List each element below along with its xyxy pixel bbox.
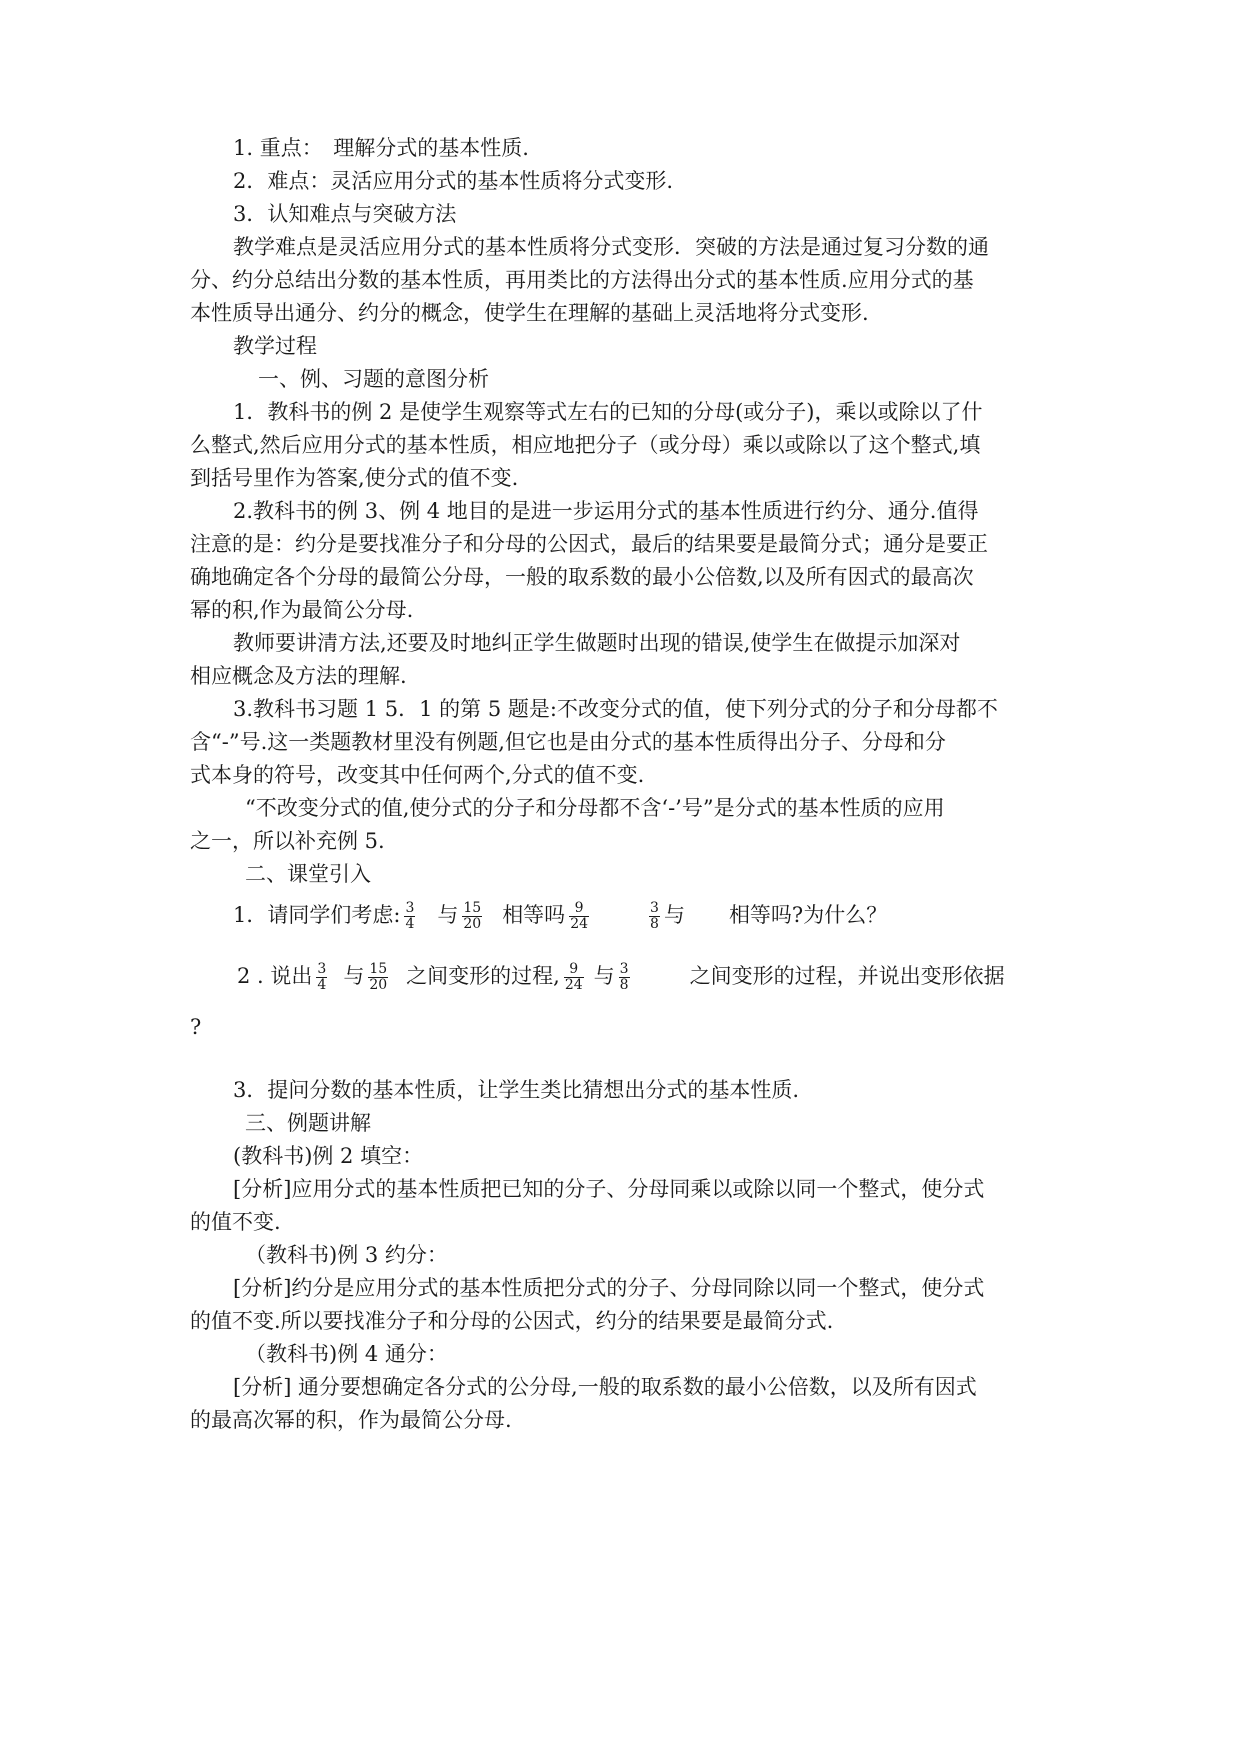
question-2-continuation: ?	[190, 1015, 202, 1039]
section-heading: 二、课堂引入	[245, 862, 371, 886]
q2-mid: 之间变形的过程,	[406, 964, 560, 988]
fraction-15-20	[368, 962, 388, 993]
q1-mid: 相等吗	[502, 903, 566, 927]
numerator: 15	[369, 961, 388, 977]
numerator: 3	[650, 900, 659, 916]
text-line: 教学难点是灵活应用分式的基本性质将分式变形．突破的方法是通过复习分数的通	[233, 235, 989, 259]
q2-yu: 与	[343, 964, 365, 988]
denominator: 24	[564, 977, 583, 993]
text-line: 2.教科书的例 3、例 4 地目的是进一步运用分式的基本性质进行约分、通分.值得	[233, 499, 979, 523]
text-line: 的值不变.	[190, 1210, 281, 1234]
text-line: “不改变分式的值,使分式的分子和分母都不含‘-’号”是分式的基本性质的应用	[245, 796, 945, 820]
text-line: 3.教科书习题 1 5．1 的第 5 题是:不改变分式的值，使下列分式的分子和分母都不	[233, 697, 998, 721]
q2-suffix: 之间变形的过程，并说出变形依据	[689, 964, 1005, 988]
numerator: 9	[569, 961, 579, 977]
denominator: 4	[317, 977, 327, 993]
text-line: 的最高次幂的积，作为最简公分母.	[190, 1408, 512, 1432]
text-line: [分析] 通分要想确定各分式的公分母,一般的取系数的最小公倍数，以及所有因式	[233, 1375, 977, 1399]
fraction-3-8	[649, 901, 660, 932]
text-line: [分析]应用分式的基本性质把已知的分子、分母同乘以或除以同一个整式，使分式	[233, 1177, 985, 1201]
denominator: 24	[570, 916, 589, 932]
text-line: [分析]约分是应用分式的基本性质把分式的分子、分母同除以同一个整式，使分式	[233, 1276, 985, 1300]
q1-prefix: 1．请同学们考虑:	[233, 903, 401, 927]
text-line: 分、约分总结出分数的基本性质，再用类比的方法得出分式的基本性质.应用分式的基	[190, 268, 974, 292]
text-line: 相应概念及方法的理解.	[190, 664, 407, 688]
numerator: 3	[405, 900, 415, 916]
denominator: 4	[405, 916, 415, 932]
text-line: 教学过程	[233, 334, 317, 358]
numerator: 3	[317, 961, 327, 977]
text-line: 到括号里作为答案,使分式的值不变.	[190, 466, 519, 490]
fraction-9-24	[569, 901, 589, 932]
text-line: 注意的是：约分是要找准分子和分母的公因式，最后的结果要是最简分式；通分是要正	[190, 532, 988, 556]
text-line: 之一，所以补充例 5.	[190, 829, 385, 853]
text-line: 幂的积,作为最简公分母.	[190, 598, 414, 622]
q2-yu: 与	[593, 964, 615, 988]
text-line: 1．教科书的例 2 是使学生观察等式左右的已知的分母(或分子)，乘以或除以了什	[233, 400, 983, 424]
text-line: 式本身的符号，改变其中任何两个,分式的值不变.	[190, 763, 645, 787]
numerator: 3	[619, 961, 629, 977]
fraction-3-8	[619, 962, 630, 993]
q1-suffix: 相等吗?为什么？	[728, 903, 888, 927]
text-line: 2．难点：灵活应用分式的基本性质将分式变形.	[233, 169, 674, 193]
denominator: 8	[619, 977, 629, 993]
numerator: 15	[463, 900, 482, 916]
text-line: 本性质导出通分、约分的概念，使学生在理解的基础上灵活地将分式变形.	[190, 301, 869, 325]
q1-yu: 与	[663, 903, 685, 927]
text-line: 教师要讲清方法,还要及时地纠正学生做题时出现的错误,使学生在做提示加深对	[233, 631, 961, 655]
text-line: （教科书)例 4 通分：	[245, 1342, 448, 1366]
section-heading: 三、例题讲解	[245, 1111, 371, 1135]
question-2	[237, 956, 1107, 996]
fraction-9-24	[564, 962, 584, 993]
question-1	[233, 895, 1103, 935]
text-line: （教科书)例 3 约分：	[245, 1243, 448, 1267]
denominator: 20	[463, 916, 482, 932]
text-line: 1. 重点： 理解分式的基本性质.	[233, 136, 529, 160]
fraction-3-4	[316, 962, 327, 993]
text-line: (教科书)例 2 填空：	[233, 1144, 424, 1168]
denominator: 8	[650, 916, 659, 932]
text-line: 3．提问分数的基本性质，让学生类比猜想出分式的基本性质.	[233, 1078, 800, 1102]
text-line: 3．认知难点与突破方法	[233, 202, 457, 226]
q2-prefix: 2 . 说出	[237, 964, 313, 988]
q1-yu: 与	[437, 903, 459, 927]
fraction-15-20	[462, 901, 482, 932]
fraction-3-4	[404, 901, 415, 932]
text-line: 确地确定各个分母的最简公分母，一般的取系数的最小公倍数,以及所有因式的最高次	[190, 565, 974, 589]
numerator: 9	[574, 900, 584, 916]
denominator: 20	[369, 977, 388, 993]
text-line: 含“-”号.这一类题教材里没有例题,但它也是由分式的基本性质得出分子、分母和分	[190, 730, 946, 754]
text-line: 的值不变.所以要找准分子和分母的公因式，约分的结果要是最简分式.	[190, 1309, 834, 1333]
text-line: 么整式,然后应用分式的基本性质，相应地把分子（或分母）乘以或除以了这个整式,填	[190, 433, 981, 457]
section-heading: 一、例、习题的意图分析	[258, 367, 489, 391]
